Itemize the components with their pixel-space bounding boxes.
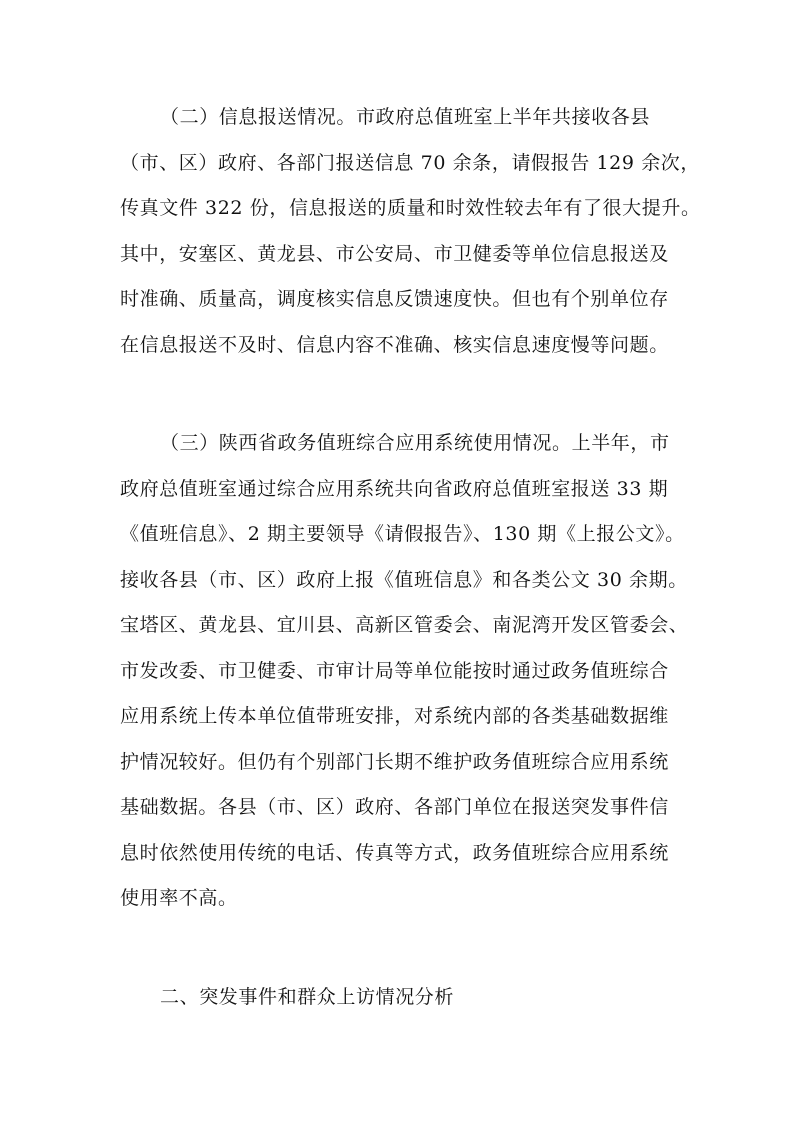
paragraph-line: 护情况较好。但仍有个别部门长期不维护政务值班综合应用系统 <box>120 751 669 773</box>
paragraph-line: （市、区）政府、各部门报送信息 70 余条，请假报告 129 余次， <box>120 152 701 174</box>
paragraph-line: （二）信息报送情况。市政府总值班室上半年共接收各县 <box>160 106 651 128</box>
paragraph-line: 在信息报送不及时、信息内容不准确、核实信息速度慢等问题。 <box>120 334 669 356</box>
paragraph-line: 《值班信息》、2 期主要领导《请假报告》、130 期《上报公文》。 <box>120 523 685 545</box>
section-heading: 二、突发事件和群众上访情况分析 <box>160 986 455 1008</box>
paragraph-line: 其中，安塞区、黄龙县、市公安局、市卫健委等单位信息报送及 <box>120 243 669 265</box>
paragraph-line: 息时依然使用传统的电话、传真等方式，政务值班综合应用系统 <box>120 842 669 864</box>
paragraph-line: 传真文件 322 份，信息报送的质量和时效性较去年有了很大提升。 <box>120 197 701 219</box>
paragraph-line: 宝塔区、黄龙县、宜川县、高新区管委会、南泥湾开发区管委会、 <box>120 614 689 636</box>
paragraph-line: 政府总值班室通过综合应用系统共向省政府总值班室报送 33 期 <box>120 478 669 500</box>
paragraph-line: 使用率不高。 <box>120 887 238 909</box>
paragraph-line: 时准确、质量高，调度核实信息反馈速度快。但也有个别单位存 <box>120 288 669 310</box>
paragraph-line: 接收各县（市、区）政府上报《值班信息》和各类公文 30 余期。 <box>120 569 688 591</box>
paragraph-line: 基础数据。各县（市、区）政府、各部门单位在报送突发事件信 <box>120 796 669 818</box>
paragraph-line: （三）陕西省政务值班综合应用系统使用情况。上半年，市 <box>160 432 670 454</box>
paragraph-line: 应用系统上传本单位值带班安排，对系统内部的各类基础数据维 <box>120 705 669 727</box>
paragraph-line: 市发改委、市卫健委、市审计局等单位能按时通过政务值班综合 <box>120 660 669 682</box>
